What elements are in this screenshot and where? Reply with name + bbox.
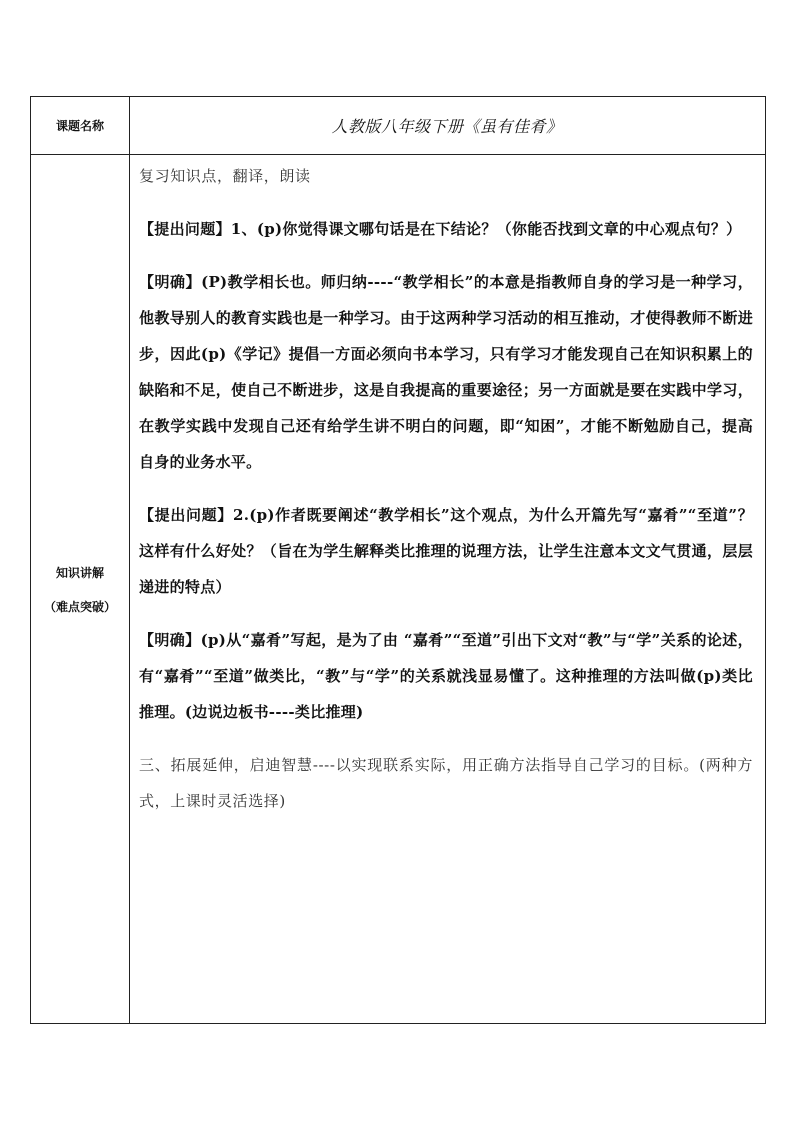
course-title-cell (129, 97, 765, 154)
course-title: 人教版八年级下册《虽有佳肴》 (331, 117, 563, 136)
column-divider (129, 97, 130, 1023)
section-label-sub: （难点突破） (43, 599, 116, 614)
answer-two: 【明确】(p)从“嘉肴”写起，是为了由 “嘉肴”“至道”引出下文对“教”与“学”关系的论述，有“嘉肴”“至道”做类比，“教”与“学”的关系就浅显易懂了。这种推理的方法叫做(p)类比推理。(边说边板书----类比推理) (139, 631, 753, 721)
section-label-cell (31, 154, 129, 1025)
course-title-label-cell (31, 97, 129, 154)
answer-one: 【明确】(P)教学相长也。师归纳----“教学相长”的本意是指教师自身的学习是一种学习，他教导别人的教育实践也是一种学习。由于这两种学习活动的相互推动，才使得教师不断进步，因此(p)《学记》提倡一方面必须向书本学习，只有学习才能发现自己在知识积累上的缺陷和不足，使自己不断进步，这是自我提高的重要途径；另一方面就是要在实践中学习，在教学实践中发现自己还有给学生讲不明白的问题，即“知困”，才能不断勉励自己，提高自身的业务水平。 (139, 273, 753, 471)
section-label-main: 知识讲解 (55, 565, 104, 580)
extension-section: 三、拓展延伸，启迪智慧----以实现联系实际，用正确方法指导自己学习的目标。(两种方式，上课时灵活选择) (139, 756, 753, 810)
question-two: 【提出问题】2.(p)作者既要阐述“教学相长”这个观点，为什么开篇先写“嘉肴”“至道”？这样有什么好处？（旨在为学生解释类比推理的说理方法，让学生注意本文文气贯通，层层递进的特点） (139, 506, 753, 596)
lesson-plan-table (30, 96, 766, 1024)
lesson-content (139, 158, 753, 836)
course-title-label: 课题名称 (55, 118, 104, 133)
review-instruction: 复习知识点，翻译，朗读 (139, 167, 311, 185)
row-divider (31, 154, 765, 155)
question-one: 【提出问题】1、(p)你觉得课文哪句话是在下结论？（你能否找到文章的中心观点句？） (139, 220, 742, 238)
